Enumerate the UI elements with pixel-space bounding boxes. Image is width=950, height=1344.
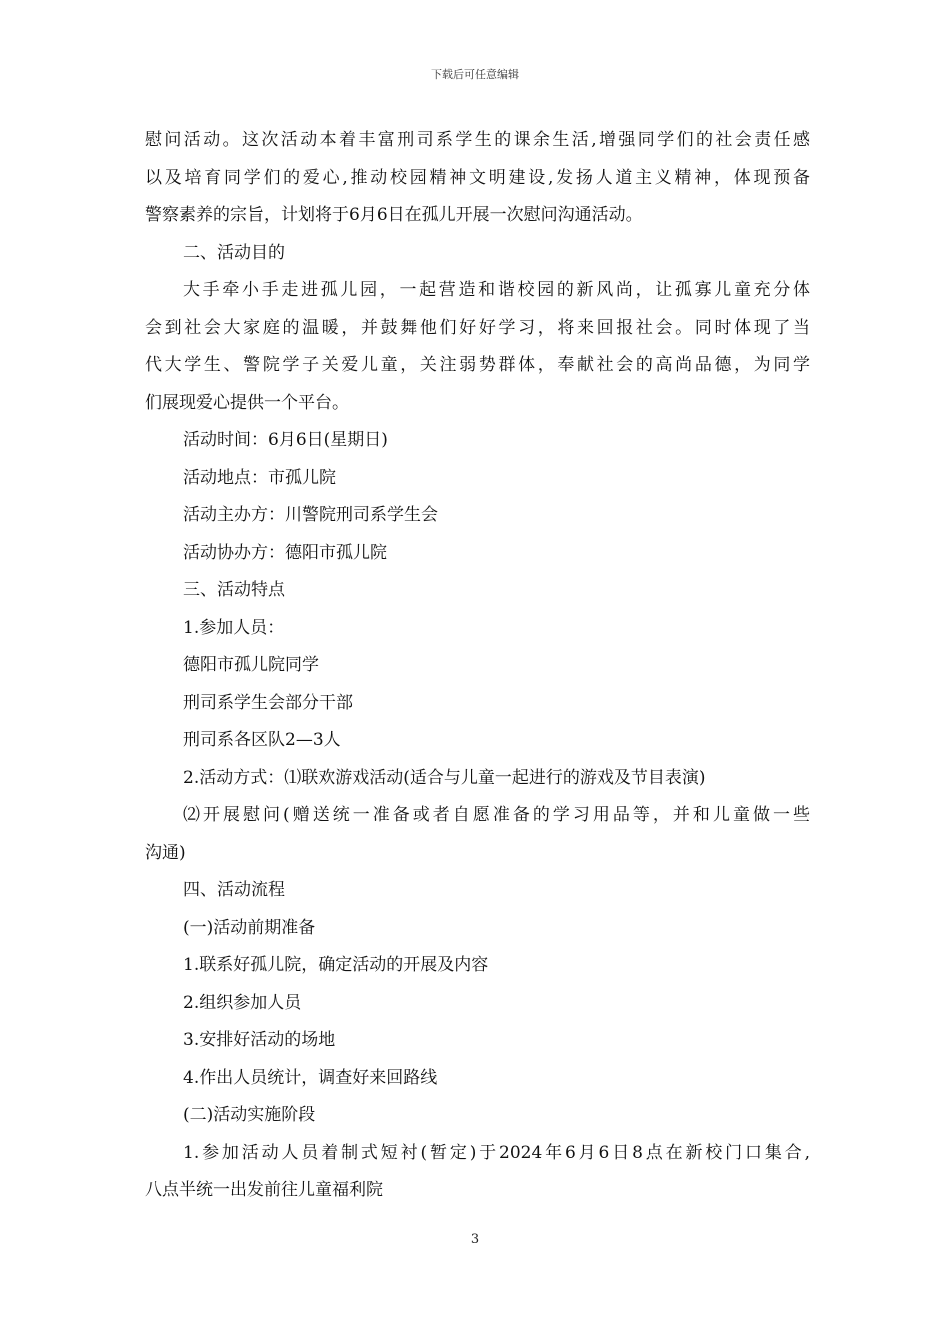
list-item: ⑵开展慰问(赠送统一准备或者自愿准备的学习用品等，并和儿童做一些	[183, 805, 810, 825]
body-line: 警察素养的宗旨，计划将于6月6日在孤儿开展一次慰问沟通活动。	[145, 205, 643, 225]
list-item: 1.参加人员：	[183, 617, 285, 638]
section-heading: 二、活动目的	[183, 242, 285, 263]
activity-host: 活动主办方：川警院刑司系学生会	[183, 505, 438, 525]
document-body	[145, 122, 810, 1210]
subsection-heading: (一)活动前期准备	[183, 917, 316, 938]
activity-time: 活动时间：6月6日(星期日)	[183, 430, 388, 450]
page-number: 3	[470, 1232, 480, 1247]
participant-item: 刑司系学生会部分干部	[183, 692, 353, 713]
list-item: 2.组织参加人员	[183, 992, 302, 1013]
list-item: 2.活动方式：⑴联欢游戏活动(适合与儿童一起进行的游戏及节目表演)	[183, 767, 706, 788]
list-item: 4.作出人员统计，调查好来回路线	[183, 1067, 438, 1088]
body-line: 们展现爱心提供一个平台。	[145, 392, 349, 413]
body-line: 沟通)	[145, 842, 186, 863]
body-line: 大手牵小手走进孤儿园，一起营造和谐校园的新风尚，让孤寡儿童充分体	[183, 280, 810, 300]
list-item: 1.联系好孤儿院，确定活动的开展及内容	[183, 955, 489, 975]
body-line: 代大学生、警院学子关爱儿童，关注弱势群体，奉献社会的高尚品德，为同学	[145, 355, 810, 375]
body-line: 以及培育同学们的爱心,推动校园精神文明建设,发扬人道主义精神，体现预备	[145, 167, 810, 188]
page-header-note: 下载后可任意编辑	[431, 68, 519, 81]
section-heading: 三、活动特点	[183, 580, 285, 600]
list-item: 1.参加活动人员着制式短衬(暂定)于2024年6月6日8点在新校门口集合,	[183, 1142, 810, 1163]
activity-co-host: 活动协办方：德阳市孤儿院	[183, 542, 387, 563]
body-line: 会到社会大家庭的温暖，并鼓舞他们好好学习，将来回报社会。同时体现了当	[145, 317, 810, 338]
subsection-heading: (二)活动实施阶段	[183, 1105, 316, 1125]
body-line: 慰问活动。这次活动本着丰富刑司系学生的课余生活,增强同学们的社会责任感	[145, 130, 810, 150]
participant-item: 德阳市孤儿院同学	[183, 655, 319, 675]
activity-location: 活动地点：市孤儿院	[183, 467, 336, 488]
body-line: 八点半统一出发前往儿童福利院	[145, 1180, 383, 1200]
list-item: 3.安排好活动的场地	[183, 1030, 336, 1050]
section-heading: 四、活动流程	[183, 880, 285, 900]
participant-item: 刑司系各区队2—3人	[183, 730, 341, 750]
